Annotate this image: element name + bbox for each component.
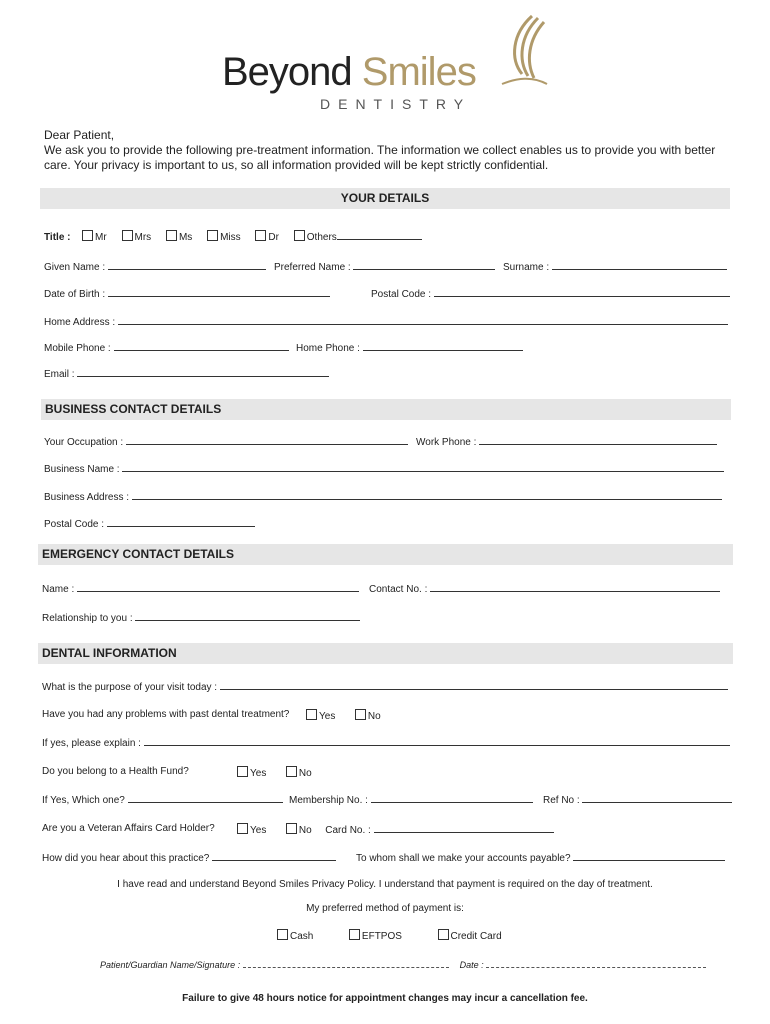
payment-cash-label: Cash — [290, 931, 314, 942]
purpose-field[interactable] — [220, 680, 728, 690]
relationship-field[interactable] — [135, 611, 360, 621]
veteran-no-label: No — [298, 825, 312, 836]
contact-no-row — [369, 582, 720, 596]
preferred-name-label: Preferred Name : — [274, 262, 351, 273]
business-address-field[interactable] — [132, 490, 722, 500]
email-row — [44, 367, 329, 381]
title-miss-checkbox[interactable] — [207, 230, 218, 241]
payment-cash-checkbox[interactable] — [277, 929, 288, 940]
work-phone-row — [416, 435, 717, 449]
home-phone-field[interactable] — [363, 341, 523, 351]
card-no-field[interactable] — [374, 823, 554, 833]
email-field[interactable] — [77, 367, 329, 377]
emergency-name-field[interactable] — [77, 582, 359, 592]
occupation-field[interactable] — [126, 435, 408, 445]
payment-credit-card-checkbox[interactable] — [438, 929, 449, 940]
ref-no-field[interactable] — [582, 793, 732, 803]
work-phone-label: Work Phone : — [416, 437, 477, 448]
signature-label: Patient/Guardian Name/Signature : — [100, 960, 241, 970]
title-mr-checkbox[interactable] — [82, 230, 93, 241]
contact-no-label: Contact No. : — [369, 584, 428, 595]
business-postal-field[interactable] — [107, 517, 255, 527]
occupation-row — [44, 435, 408, 449]
home-address-field[interactable] — [118, 315, 728, 325]
membership-label: Membership No. : — [289, 795, 368, 806]
health-fund-yes-label: Yes — [250, 768, 267, 779]
ref-no-row — [543, 793, 732, 807]
consent-row — [0, 879, 770, 891]
consent-statement: I have read and understand Beyond Smiles Privacy Policy. I understand that payment is required on the day of treatment. — [117, 879, 653, 890]
explain-label: If yes, please explain : — [42, 738, 141, 749]
mobile-phone-label: Mobile Phone : — [44, 343, 111, 354]
problems-yes-checkbox[interactable] — [306, 709, 317, 720]
logo-subtitle: DENTISTRY — [320, 96, 472, 112]
dob-field[interactable] — [108, 287, 330, 297]
health-fund-no-checkbox[interactable] — [286, 766, 297, 777]
mobile-phone-row — [44, 341, 289, 355]
postal-code-label: Postal Code : — [371, 289, 432, 300]
business-address-row — [44, 490, 722, 504]
which-fund-label: If Yes, Which one? — [42, 795, 125, 806]
problems-label: Have you had any problems with past dental treatment? — [42, 709, 290, 720]
title-others-label: Others — [306, 232, 337, 243]
payment-eftpos-label: EFTPOS — [361, 931, 402, 942]
card-no-label: Card No. : — [325, 825, 371, 836]
title-others-checkbox[interactable] — [294, 230, 305, 241]
dob-label: Date of Birth : — [44, 289, 106, 300]
problems-options — [306, 709, 381, 723]
preferred-name-field[interactable] — [353, 260, 495, 270]
date-field[interactable] — [486, 958, 706, 968]
logo-wordmark — [222, 50, 476, 95]
surname-row — [503, 260, 727, 274]
business-postal-label: Postal Code : — [44, 519, 105, 530]
veteran-row — [42, 823, 215, 835]
title-row — [44, 230, 422, 244]
health-fund-row — [42, 766, 189, 778]
home-phone-row — [296, 341, 523, 355]
title-label: Title : — [44, 232, 71, 243]
payment-prompt-row — [0, 903, 770, 915]
hear-field[interactable] — [212, 851, 336, 861]
contact-no-field[interactable] — [430, 582, 720, 592]
logo-word-smiles: Smiles — [361, 50, 476, 94]
greeting: Dear Patient, — [44, 128, 115, 142]
email-label: Email : — [44, 369, 75, 380]
ref-no-label: Ref No : — [543, 795, 580, 806]
problems-no-label: No — [367, 711, 381, 722]
business-name-label: Business Name : — [44, 464, 120, 475]
title-others-field[interactable] — [337, 230, 422, 240]
payment-eftpos-checkbox[interactable] — [349, 929, 360, 940]
accounts-label: To whom shall we make your accounts payable? — [356, 853, 571, 864]
intro-body: We ask you to provide the following pre-treatment information. The information we collect enables us to provide you with better care. Your privacy is important to us, so all information provided will be kept strictly confidential. — [44, 143, 716, 172]
intro-text — [44, 128, 734, 173]
payment-options — [277, 929, 502, 943]
occupation-label: Your Occupation : — [44, 437, 124, 448]
date-label: Date : — [459, 960, 484, 970]
mobile-phone-field[interactable] — [114, 341, 289, 351]
explain-row — [42, 736, 730, 750]
accounts-field[interactable] — [573, 851, 725, 861]
veteran-options — [237, 823, 554, 837]
health-fund-yes-checkbox[interactable] — [237, 766, 248, 777]
relationship-label: Relationship to you : — [42, 613, 133, 624]
explain-field[interactable] — [144, 736, 730, 746]
hear-row — [42, 851, 336, 865]
title-ms-checkbox[interactable] — [166, 230, 177, 241]
surname-label: Surname : — [503, 262, 550, 273]
signature-field[interactable] — [243, 958, 449, 968]
payment-prompt: My preferred method of payment is: — [306, 903, 464, 914]
section-your-details: YOUR DETAILS — [40, 188, 730, 209]
name-row — [44, 260, 266, 274]
business-name-row — [44, 462, 724, 476]
veteran-no-checkbox[interactable] — [286, 823, 297, 834]
cancellation-notice: Failure to give 48 hours notice for appointment changes may incur a cancellation fee. — [182, 993, 588, 1004]
relationship-row — [42, 611, 360, 625]
health-fund-options — [237, 766, 312, 780]
emergency-name-label: Name : — [42, 584, 75, 595]
veteran-yes-label: Yes — [250, 825, 267, 836]
practice-logo — [222, 14, 552, 114]
wing-logo-icon — [492, 14, 552, 94]
purpose-label: What is the purpose of your visit today : — [42, 682, 218, 693]
purpose-row — [42, 680, 728, 694]
which-fund-row — [42, 793, 283, 807]
health-fund-label: Do you belong to a Health Fund? — [42, 766, 189, 777]
accounts-row — [356, 851, 725, 865]
home-address-row — [44, 315, 728, 329]
home-address-label: Home Address : — [44, 317, 116, 328]
work-phone-field[interactable] — [479, 435, 717, 445]
business-postal-row — [44, 517, 255, 531]
veteran-label: Are you a Veteran Affairs Card Holder? — [42, 823, 215, 834]
veteran-yes-checkbox[interactable] — [237, 823, 248, 834]
title-miss-label: Miss — [220, 232, 241, 243]
given-name-label: Given Name : — [44, 262, 106, 273]
problems-row — [42, 709, 289, 721]
section-business-contact: BUSINESS CONTACT DETAILS — [41, 399, 731, 420]
problems-yes-label: Yes — [319, 711, 336, 722]
section-emergency-contact: EMERGENCY CONTACT DETAILS — [38, 544, 733, 565]
membership-row — [289, 793, 533, 807]
preferred-name-row — [274, 260, 495, 274]
hear-label: How did you hear about this practice? — [42, 853, 210, 864]
home-phone-label: Home Phone : — [296, 343, 360, 354]
dob-row — [44, 287, 330, 301]
postal-code-row — [371, 287, 730, 301]
logo-word-beyond: Beyond — [222, 50, 352, 94]
business-name-field[interactable] — [122, 462, 724, 472]
title-dr-checkbox[interactable] — [255, 230, 266, 241]
signature-row — [100, 958, 706, 971]
health-fund-no-label: No — [298, 768, 312, 779]
problems-no-checkbox[interactable] — [355, 709, 366, 720]
payment-credit-card-label: Credit Card — [450, 931, 502, 942]
emergency-name-row — [42, 582, 359, 596]
membership-field[interactable] — [371, 793, 533, 803]
section-dental-information: DENTAL INFORMATION — [38, 643, 733, 664]
title-mrs-label: Mrs — [134, 232, 152, 243]
surname-field[interactable] — [552, 260, 727, 270]
postal-code-field[interactable] — [434, 287, 730, 297]
business-address-label: Business Address : — [44, 492, 130, 503]
title-ms-label: Ms — [178, 232, 193, 243]
title-mr-label: Mr — [95, 232, 107, 243]
title-mrs-checkbox[interactable] — [122, 230, 133, 241]
which-fund-field[interactable] — [128, 793, 283, 803]
given-name-field[interactable] — [108, 260, 266, 270]
title-dr-label: Dr — [268, 232, 279, 243]
